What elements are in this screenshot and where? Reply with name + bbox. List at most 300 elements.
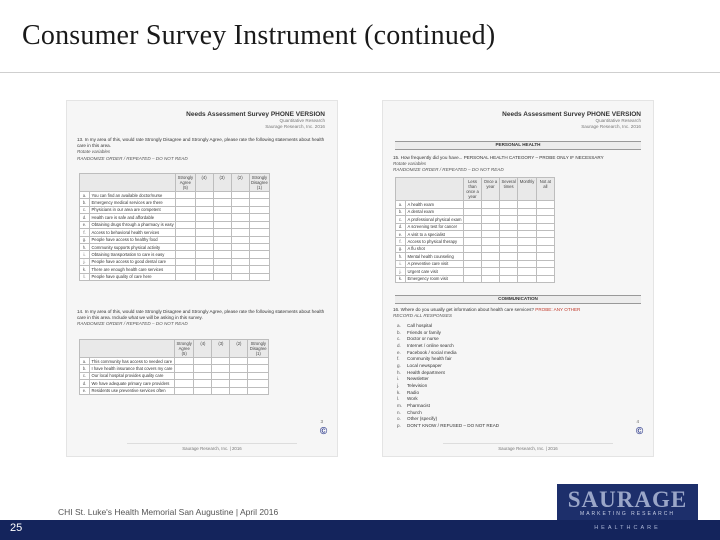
grid-cell	[518, 275, 537, 282]
grid-cell	[482, 245, 500, 252]
grid-cell	[230, 380, 248, 387]
grid-cell	[213, 191, 231, 198]
option-letter: i.	[397, 376, 400, 382]
row-statement: Obtaining transportation to care is easy	[90, 251, 176, 258]
grid-cell	[482, 253, 500, 260]
grid-cell	[195, 236, 213, 243]
grid-cell	[194, 365, 212, 372]
list-item	[397, 330, 641, 337]
list-item	[397, 376, 641, 383]
row-letter: e.	[396, 230, 406, 237]
grid-cell	[248, 387, 269, 394]
option-letter: d.	[397, 342, 401, 348]
row-letter: d.	[396, 223, 406, 230]
table-row	[80, 380, 269, 387]
grid-cell	[482, 268, 500, 275]
grid-cell	[500, 253, 518, 260]
question-body: 16. Where do you usually get information about health care services?	[393, 307, 534, 312]
table-row	[396, 245, 555, 252]
grid-cell	[249, 229, 270, 236]
row-statement: People have quality of care here	[90, 273, 176, 280]
grid-cell	[231, 266, 249, 273]
grid-cell	[176, 266, 195, 273]
question-text: 15. How frequently did you have... PERSONAL HEALTH CATEGORY – PROBE ONLY IF NECESSARY	[393, 155, 604, 160]
option-letter: k.	[397, 389, 401, 395]
grid-column-header: (3)	[212, 340, 230, 358]
grid-column-header: (2)	[231, 174, 249, 192]
option-label: Community health fair	[407, 356, 452, 362]
copyright-icon: ©	[635, 426, 644, 437]
grid-cell	[176, 221, 195, 228]
row-statement: A professional physical exam	[407, 216, 462, 222]
option-letter: a.	[397, 323, 401, 328]
grid-cell	[482, 201, 500, 208]
table-row	[396, 208, 555, 215]
grid-cell	[231, 206, 249, 213]
grid-cell	[195, 251, 213, 258]
grid-cell	[213, 206, 231, 213]
table-row	[80, 214, 270, 221]
option-letter: e.	[397, 349, 401, 355]
row-statement: People have access to healthy food	[90, 236, 176, 243]
row-letter: b.	[80, 199, 90, 206]
list-item	[397, 323, 641, 330]
list-item	[397, 410, 641, 417]
option-label: Television	[407, 382, 428, 388]
row-statement: A preventive care visit	[406, 260, 464, 267]
table-row	[80, 372, 269, 379]
option-letter: h.	[397, 369, 401, 375]
grid-cell	[212, 365, 230, 372]
grid-cell	[500, 216, 518, 223]
grid-cell	[176, 273, 195, 280]
row-letter: e.	[80, 387, 90, 394]
grid-header-row	[80, 340, 269, 358]
grid-cell	[195, 206, 213, 213]
grid-cell	[212, 357, 230, 364]
grid-cell	[248, 357, 269, 364]
grid-cell	[500, 238, 518, 245]
doc-header-title: Needs Assessment Survey PHONE VERSION	[186, 111, 325, 118]
grid-cell	[176, 206, 195, 213]
grid-cell	[248, 372, 269, 379]
row-letter: c.	[396, 216, 406, 223]
grid-cell	[249, 244, 270, 251]
grid-cell	[500, 208, 518, 215]
grid-header-row	[396, 178, 555, 201]
grid-header-row	[80, 174, 270, 192]
option-letter: g.	[397, 362, 401, 368]
grid-cell	[464, 253, 482, 260]
grid-cell	[518, 208, 537, 215]
list-item	[397, 390, 641, 397]
grid-cell	[536, 253, 554, 260]
option-label: Doctor or nurse	[407, 336, 439, 342]
grid-cell	[248, 380, 269, 387]
doc-header-subtitle: Quantitative Research	[595, 118, 641, 124]
response-options	[397, 323, 641, 430]
grid-cell	[518, 268, 537, 275]
grid-cell	[195, 273, 213, 280]
row-statement: Emergency medical services are there	[90, 199, 176, 206]
row-statement: A visit to a specialist	[406, 230, 464, 237]
question-note: Rotate variables	[77, 149, 111, 155]
grid-cell	[518, 201, 537, 208]
grid-cell	[213, 229, 231, 236]
grid-cell	[175, 372, 194, 379]
grid-cell	[230, 357, 248, 364]
question-15-text	[393, 155, 641, 174]
row-letter: c.	[80, 206, 90, 213]
option-label: Church	[407, 409, 422, 415]
grid-column-header: Several times	[500, 178, 518, 201]
grid-cell	[536, 208, 554, 215]
grid-column-header: Less than once a year	[464, 178, 482, 201]
grid-cell	[231, 229, 249, 236]
question-14-text	[77, 309, 325, 328]
copyright-icon: ©	[319, 426, 328, 437]
grid-cell	[482, 275, 500, 282]
grid-cell	[175, 387, 194, 394]
grid-cell	[518, 223, 537, 230]
table-row	[396, 230, 555, 237]
option-label: Facebook / social media	[407, 349, 457, 355]
grid-header-blank	[80, 340, 175, 358]
doc-header-org: Saurage Research, Inc. 2016	[581, 123, 641, 129]
option-label: Radio	[407, 389, 420, 395]
grid-cell	[176, 199, 195, 206]
row-statement: A dental exam	[406, 208, 464, 215]
row-letter: a.	[396, 201, 406, 208]
grid-header-blank	[396, 178, 464, 201]
row-statement: You can find an available doctor/nurse	[90, 191, 176, 198]
question-note: Rotate variables	[393, 161, 427, 167]
option-label: Work	[407, 396, 418, 402]
grid-cell	[213, 221, 231, 228]
grid-cell	[176, 229, 195, 236]
table-row	[80, 221, 270, 228]
grid-cell	[500, 275, 518, 282]
grid-cell	[482, 223, 500, 230]
option-letter: l.	[397, 396, 400, 402]
row-letter: b.	[80, 365, 90, 372]
option-letter: p.	[397, 422, 401, 428]
grid-cell	[195, 258, 213, 265]
grid-cell	[536, 275, 554, 282]
row-letter: j.	[396, 268, 406, 275]
grid-cell	[518, 253, 537, 260]
grid-cell	[231, 236, 249, 243]
grid-column-header: (2)	[230, 340, 248, 358]
grid-cell	[249, 214, 270, 221]
grid-cell	[536, 216, 554, 223]
grid-cell	[500, 268, 518, 275]
grid-cell	[464, 268, 482, 275]
row-statement: Physicians in our area are competent	[90, 206, 176, 213]
table-row	[80, 387, 269, 394]
table-row	[80, 258, 270, 265]
option-letter: n.	[397, 409, 401, 415]
section-heading-personal-health: PERSONAL HEALTH	[395, 141, 641, 150]
title-divider	[0, 72, 720, 73]
row-letter: d.	[80, 214, 90, 221]
grid-cell	[249, 258, 270, 265]
grid-cell	[213, 199, 231, 206]
question-instruction: RECORD ALL RESPONSES	[393, 313, 452, 319]
row-statement: Obtaining drugs through a pharmacy is easy	[91, 222, 174, 228]
list-item	[397, 423, 641, 430]
question-16-text	[393, 307, 641, 319]
option-label: Health department	[407, 369, 445, 375]
table-row	[396, 253, 555, 260]
grid-cell	[464, 260, 482, 267]
row-statement: People have access to good dental care	[90, 258, 176, 265]
row-letter: i.	[396, 260, 406, 267]
grid-cell	[518, 230, 537, 237]
grid-cell	[194, 387, 212, 394]
grid-cell	[231, 221, 249, 228]
row-letter: c.	[80, 372, 90, 379]
list-item	[397, 350, 641, 357]
grid-cell	[231, 214, 249, 221]
survey-page-right	[382, 100, 654, 457]
grid-cell	[176, 214, 195, 221]
grid-cell	[249, 206, 270, 213]
grid-cell	[195, 244, 213, 251]
row-statement: Community supports physical activity	[90, 244, 176, 251]
table-row	[80, 273, 270, 280]
row-statement: Emergency room visit	[406, 275, 464, 282]
slide-title: Consumer Survey Instrument (continued)	[22, 20, 496, 51]
list-item	[397, 343, 641, 350]
doc-header	[502, 111, 641, 129]
grid-cell	[212, 387, 230, 394]
grid-cell	[500, 245, 518, 252]
row-statement: Residents use preventive services often	[90, 387, 175, 394]
grid-cell	[213, 258, 231, 265]
option-letter: j.	[397, 382, 400, 388]
grid-cell	[249, 236, 270, 243]
survey-page-left	[66, 100, 338, 457]
row-statement: A screening test for cancer	[406, 223, 464, 230]
grid-cell	[536, 201, 554, 208]
grid-cell	[213, 266, 231, 273]
list-item	[397, 403, 641, 410]
slide-page-number: 25	[10, 522, 23, 534]
table-row	[80, 206, 270, 213]
option-letter: f.	[397, 356, 400, 362]
grid-cell	[464, 230, 482, 237]
row-statement: Health care is safe and affordable	[90, 214, 176, 221]
question-13-text	[77, 137, 325, 162]
grid-cell	[176, 251, 195, 258]
row-letter: i.	[80, 251, 90, 258]
grid-cell	[536, 223, 554, 230]
doc-page-number: 4	[636, 419, 639, 424]
grid-cell	[231, 258, 249, 265]
list-item	[397, 356, 641, 363]
grid-column-header: (4)	[194, 340, 212, 358]
list-item	[397, 383, 641, 390]
row-statement: This community has access to needed care	[90, 357, 175, 364]
grid-cell	[175, 365, 194, 372]
grid-cell	[231, 251, 249, 258]
grid-cell	[482, 216, 500, 223]
grid-cell	[176, 244, 195, 251]
question-probe: PROBE: ANY OTHER	[535, 307, 581, 312]
option-letter: o.	[397, 416, 401, 422]
grid-column-header: Strongly Agree (5)	[176, 340, 192, 357]
table-row	[396, 201, 555, 208]
grid-cell	[213, 236, 231, 243]
row-statement: Access to physical therapy	[406, 238, 464, 245]
row-letter: j.	[80, 258, 90, 265]
grid-cell	[195, 221, 213, 228]
grid-cell	[175, 380, 194, 387]
grid-cell	[195, 199, 213, 206]
grid-cell	[212, 372, 230, 379]
rating-grid-1	[79, 173, 270, 281]
grid-cell	[249, 273, 270, 280]
question-text: 14. In my area of this, would rate Strongly Disagree and Strongly Agree, please rate the following statements about health care in this area. Include what we will be asking in this survey.	[77, 309, 325, 321]
question-instruction: RANDOMIZE ORDER / REPEATED – DO NOT READ	[77, 321, 188, 327]
list-item	[397, 370, 641, 377]
grid-cell	[536, 230, 554, 237]
grid-cell	[231, 273, 249, 280]
grid-cell	[518, 216, 537, 223]
grid-cell	[194, 380, 212, 387]
table-row	[80, 251, 270, 258]
doc-page-number: 3	[320, 419, 323, 424]
grid-cell	[500, 260, 518, 267]
row-statement: There are enough health care services	[90, 266, 176, 273]
grid-cell	[500, 223, 518, 230]
option-label: Local newspaper	[407, 362, 442, 368]
grid-cell	[536, 268, 554, 275]
grid-column-header: Strongly Disagree (1)	[251, 174, 268, 191]
row-letter: e.	[80, 221, 90, 228]
grid-cell	[482, 260, 500, 267]
grid-header-blank	[80, 174, 176, 192]
list-item	[397, 363, 641, 370]
row-statement: Access to behavioral health services	[90, 229, 176, 236]
option-letter: b.	[397, 329, 401, 335]
doc-footer: Saurage Research, Inc. | 2016	[127, 443, 297, 451]
grid-cell	[212, 380, 230, 387]
grid-cell	[248, 365, 269, 372]
grid-column-header: (3)	[213, 174, 231, 192]
grid-cell	[464, 208, 482, 215]
doc-header	[186, 111, 325, 129]
doc-header-title: Needs Assessment Survey PHONE VERSION	[502, 111, 641, 118]
grid-cell	[464, 201, 482, 208]
grid-cell	[231, 199, 249, 206]
grid-cell	[249, 199, 270, 206]
table-row	[80, 191, 270, 198]
grid-cell	[195, 266, 213, 273]
grid-cell	[464, 275, 482, 282]
grid-cell	[230, 365, 248, 372]
grid-cell	[176, 258, 195, 265]
row-letter: k.	[396, 275, 406, 282]
row-statement: A flu shot	[406, 245, 464, 252]
row-letter: k.	[80, 266, 90, 273]
list-item	[397, 336, 641, 343]
table-row	[80, 266, 270, 273]
logo-wordmark: SAURAGE	[567, 487, 688, 512]
grid-cell	[518, 238, 537, 245]
grid-cell	[249, 191, 270, 198]
grid-cell	[230, 372, 248, 379]
row-statement: A health exam	[406, 201, 464, 208]
grid-column-header: (4)	[195, 174, 213, 192]
grid-cell	[518, 245, 537, 252]
doc-header-subtitle: Quantitative Research	[279, 118, 325, 124]
section-heading-communication: COMMUNICATION	[395, 295, 641, 304]
table-row	[396, 216, 555, 223]
row-letter: h.	[80, 244, 90, 251]
table-row	[80, 199, 270, 206]
row-statement: We have adequate primary care providers	[90, 380, 175, 387]
grid-column-header: Monthly	[518, 178, 537, 201]
question-instruction: RANDOMIZE ORDER / REPEATED – DO NOT READ	[77, 155, 188, 161]
option-letter: c.	[397, 336, 401, 342]
grid-cell	[213, 251, 231, 258]
row-statement: Urgent care visit	[406, 268, 464, 275]
list-item	[397, 416, 641, 423]
grid-cell	[464, 216, 482, 223]
option-label: Friends or family	[407, 329, 441, 335]
grid-cell	[249, 251, 270, 258]
list-item	[397, 396, 641, 403]
row-letter: l.	[80, 273, 90, 280]
grid-cell	[500, 201, 518, 208]
grid-cell	[194, 357, 212, 364]
saurage-logo	[557, 484, 698, 524]
grid-cell	[213, 214, 231, 221]
option-letter: m.	[397, 402, 403, 408]
table-row	[80, 229, 270, 236]
grid-column-header: Not at all	[536, 178, 554, 201]
grid-cell	[249, 221, 270, 228]
doc-header-org: Saurage Research, Inc. 2016	[265, 123, 325, 129]
logo-sector: HEALTHCARE	[594, 525, 661, 531]
grid-cell	[249, 266, 270, 273]
table-row	[80, 365, 269, 372]
table-row	[396, 260, 555, 267]
rating-grid-2	[79, 339, 269, 395]
grid-cell	[194, 372, 212, 379]
grid-cell	[482, 238, 500, 245]
grid-cell	[482, 230, 500, 237]
grid-cell	[464, 238, 482, 245]
grid-cell	[231, 191, 249, 198]
grid-column-header: Strongly Disagree (1)	[249, 340, 267, 357]
row-letter: f.	[80, 229, 90, 236]
option-label: DON'T KNOW / REFUSED – DO NOT READ	[407, 422, 500, 428]
question-instruction: RANDOMIZE ORDER / REPEATED – DO NOT READ	[393, 167, 504, 173]
grid-cell	[231, 244, 249, 251]
grid-cell	[230, 387, 248, 394]
grid-cell	[213, 273, 231, 280]
row-letter: b.	[396, 208, 406, 215]
row-letter: f.	[396, 238, 406, 245]
grid-cell	[482, 208, 500, 215]
table-row	[396, 223, 555, 230]
grid-cell	[195, 229, 213, 236]
grid-cell	[213, 244, 231, 251]
table-row	[80, 236, 270, 243]
